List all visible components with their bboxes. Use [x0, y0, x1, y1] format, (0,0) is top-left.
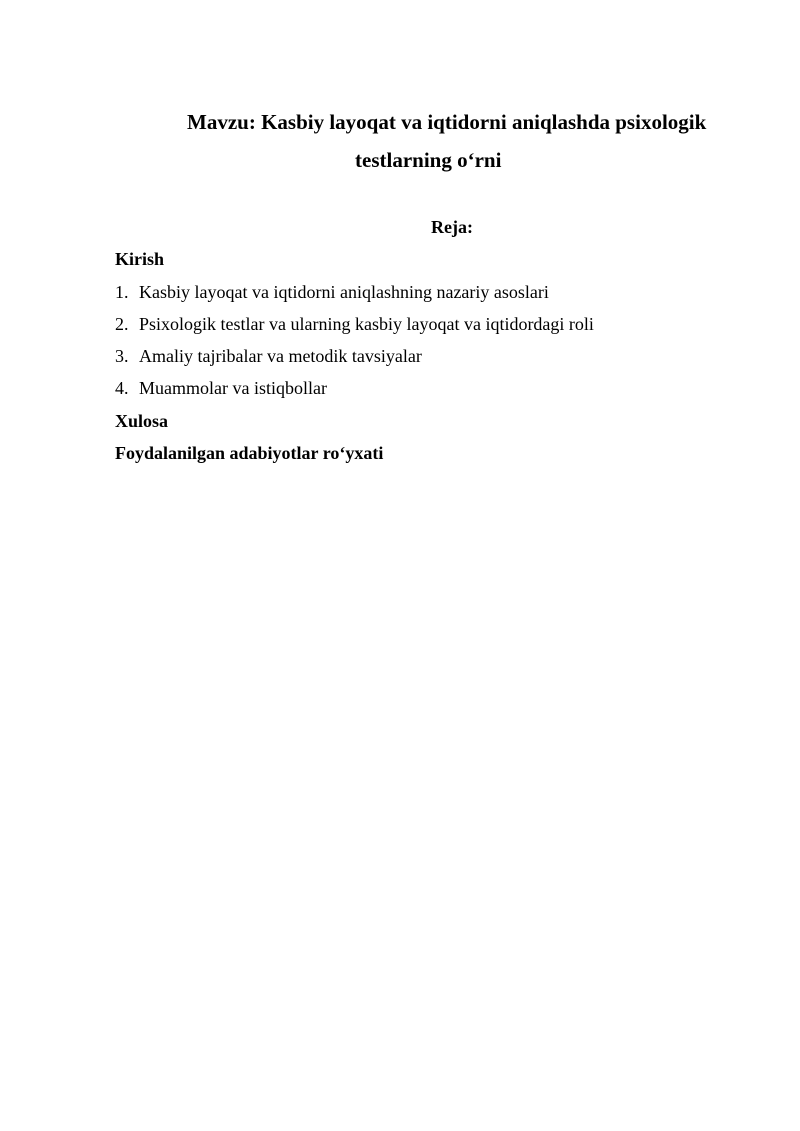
plan-heading: Reja:: [431, 217, 473, 237]
plan-item-number: 2.: [115, 314, 129, 334]
conclusion-heading: Xulosa: [115, 411, 169, 431]
plan-item-1: [115, 283, 549, 301]
plan-item-text: Psixologik testlar va ularning kasbiy layoqat va iqtidordagi roli: [139, 314, 594, 334]
document-title-line-2: testlarning o‘rni: [355, 148, 502, 172]
plan-item-4: [115, 379, 327, 397]
plan-item-text: Amaliy tajribalar va metodik tavsiyalar: [139, 346, 422, 366]
document-title-line-1: Mavzu: Kasbiy layoqat va iqtidorni aniqlashda psixologik: [187, 110, 707, 134]
intro-heading: Kirish: [115, 249, 165, 269]
plan-item-number: 4.: [115, 378, 129, 398]
plan-item-number: 3.: [115, 346, 129, 366]
plan-item-text: Kasbiy layoqat va iqtidorni aniqlashning nazariy asoslari: [139, 282, 549, 302]
plan-item-text: Muammolar va istiqbollar: [139, 378, 327, 398]
references-heading: Foydalanilgan adabiyotlar ro‘yxati: [115, 443, 384, 463]
plan-item-3: [115, 347, 422, 365]
plan-item-number: 1.: [115, 282, 129, 302]
plan-item-2: [115, 315, 594, 333]
